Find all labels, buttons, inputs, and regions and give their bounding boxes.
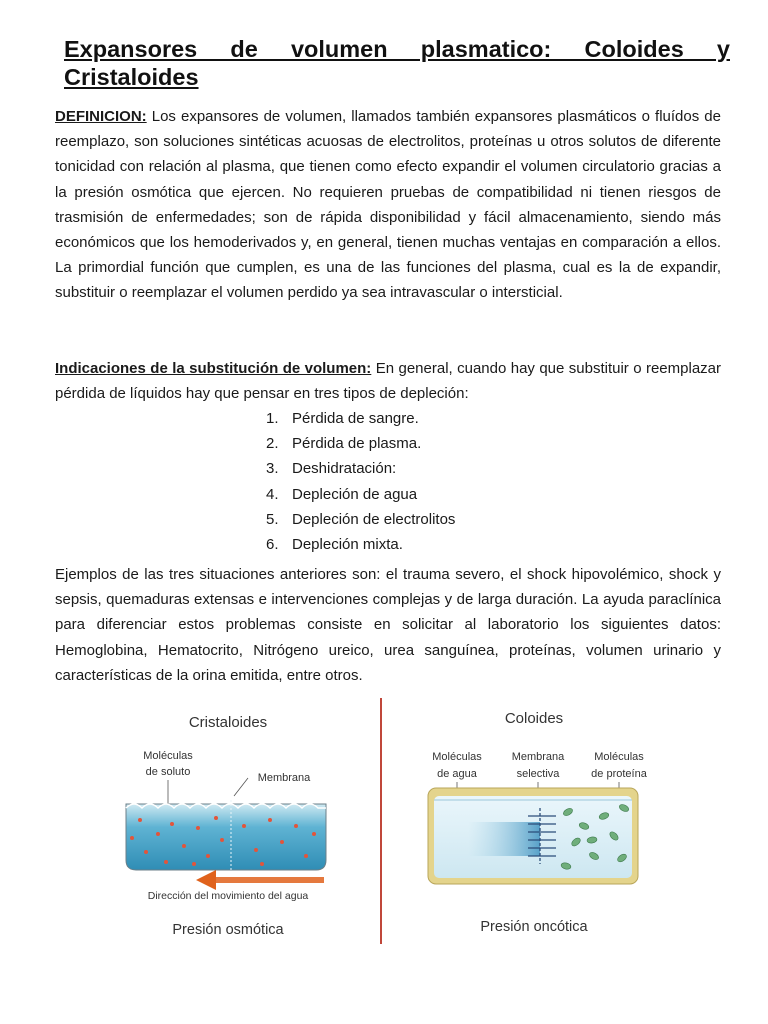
selective-membrane-label-line1: Membrana [511, 751, 565, 763]
definition-paragraph [55, 104, 721, 306]
list-item: 5. Depleción de electrolitos [266, 510, 456, 528]
definition-text: Los expansores de volumen, llamados también expansores plasmáticos o fluídos de reemplazo, son soluciones sintéticas acuosas de electrolitos, proteínas u otros solutos de diferente tonicidad con relación al plasma, que tienen como efecto expandir el volumen circulatorio gracias a la presión osmótica que ejercen. No requieren pruebas de compatibilidad ni tienen riesgos de trasmisión de enfermedades; son de rápida disponibilidad y fácil almacenamiento, siendo más económicos que los hemoderivados y, en general, tienen muchas ventajas en comparación a ellos. La primordial función que cumplen, es una de las funciones del plasma, cual es la de expandir, substituir o reemplazar el volumen perdido ya sea intravascular o intersticial. [55, 108, 721, 302]
indications-text: En general, cuando hay que substituir o reemplazar pérdida de líquidos hay que pensar en tres tipos de depleción: [55, 360, 721, 403]
selective-membrane-label-line2: selectiva [516, 768, 560, 780]
membrane-pointer [234, 778, 248, 796]
figure-illustration [110, 696, 670, 946]
oncotic-pressure-caption: Presión oncótica [480, 919, 588, 935]
protein-label-line1: Moléculas [594, 751, 644, 763]
protein-label-line2: de proteína [591, 768, 647, 780]
depletion-list [266, 406, 455, 557]
list-item: 3. Deshidratación: [266, 460, 397, 478]
osmotic-pressure-caption: Presión osmótica [172, 922, 284, 938]
water-label-line2: de agua [437, 768, 477, 780]
water-direction-arrow [196, 870, 324, 890]
list-item: 2. Pérdida de plasma. [266, 435, 422, 453]
indications-lead: Indicaciones de la substitución de volumen: [55, 360, 372, 377]
water-direction-label: Dirección del movimiento del agua [147, 890, 309, 902]
examples-paragraph: Ejemplos de las tres situaciones anteriores son: el trauma severo, el shock hipovolémico, shock y sepsis, quemaduras extensas e intervenciones complejas y de larga duración. La ayuda paraclínica para diferenciar estos problemas consiste en solicitar al laboratorio los siguientes datos: Hemoglobina, Hematocrito, Nitrógeno ureico, urea sanguínea, proteínas, volumen urinario y características de la orina emitida, entre otros. [55, 566, 721, 684]
crystalloid-tank [126, 800, 326, 870]
membrane-label: Membrana [257, 772, 311, 784]
solute-label-line1: Moléculas [143, 750, 193, 762]
indications-paragraph [55, 356, 721, 406]
list-item: 1. Pérdida de sangre. [266, 410, 419, 427]
list-item: 4. Depleción de agua [266, 485, 418, 503]
colloid-tray [428, 788, 638, 884]
cristaloides-title: Cristaloides [188, 714, 268, 731]
definition-lead: DEFINICION: [55, 108, 147, 125]
osmotic-oncotic-figure [110, 696, 670, 946]
document-title: Expansores de volumen plasmatico: Coloides y Cristaloides [64, 36, 730, 90]
water-label-line1: Moléculas [432, 751, 482, 763]
coloides-title: Coloides [504, 710, 564, 727]
list-item: 6. Depleción mixta. [266, 535, 403, 553]
solute-label-line2: de soluto [145, 766, 191, 778]
